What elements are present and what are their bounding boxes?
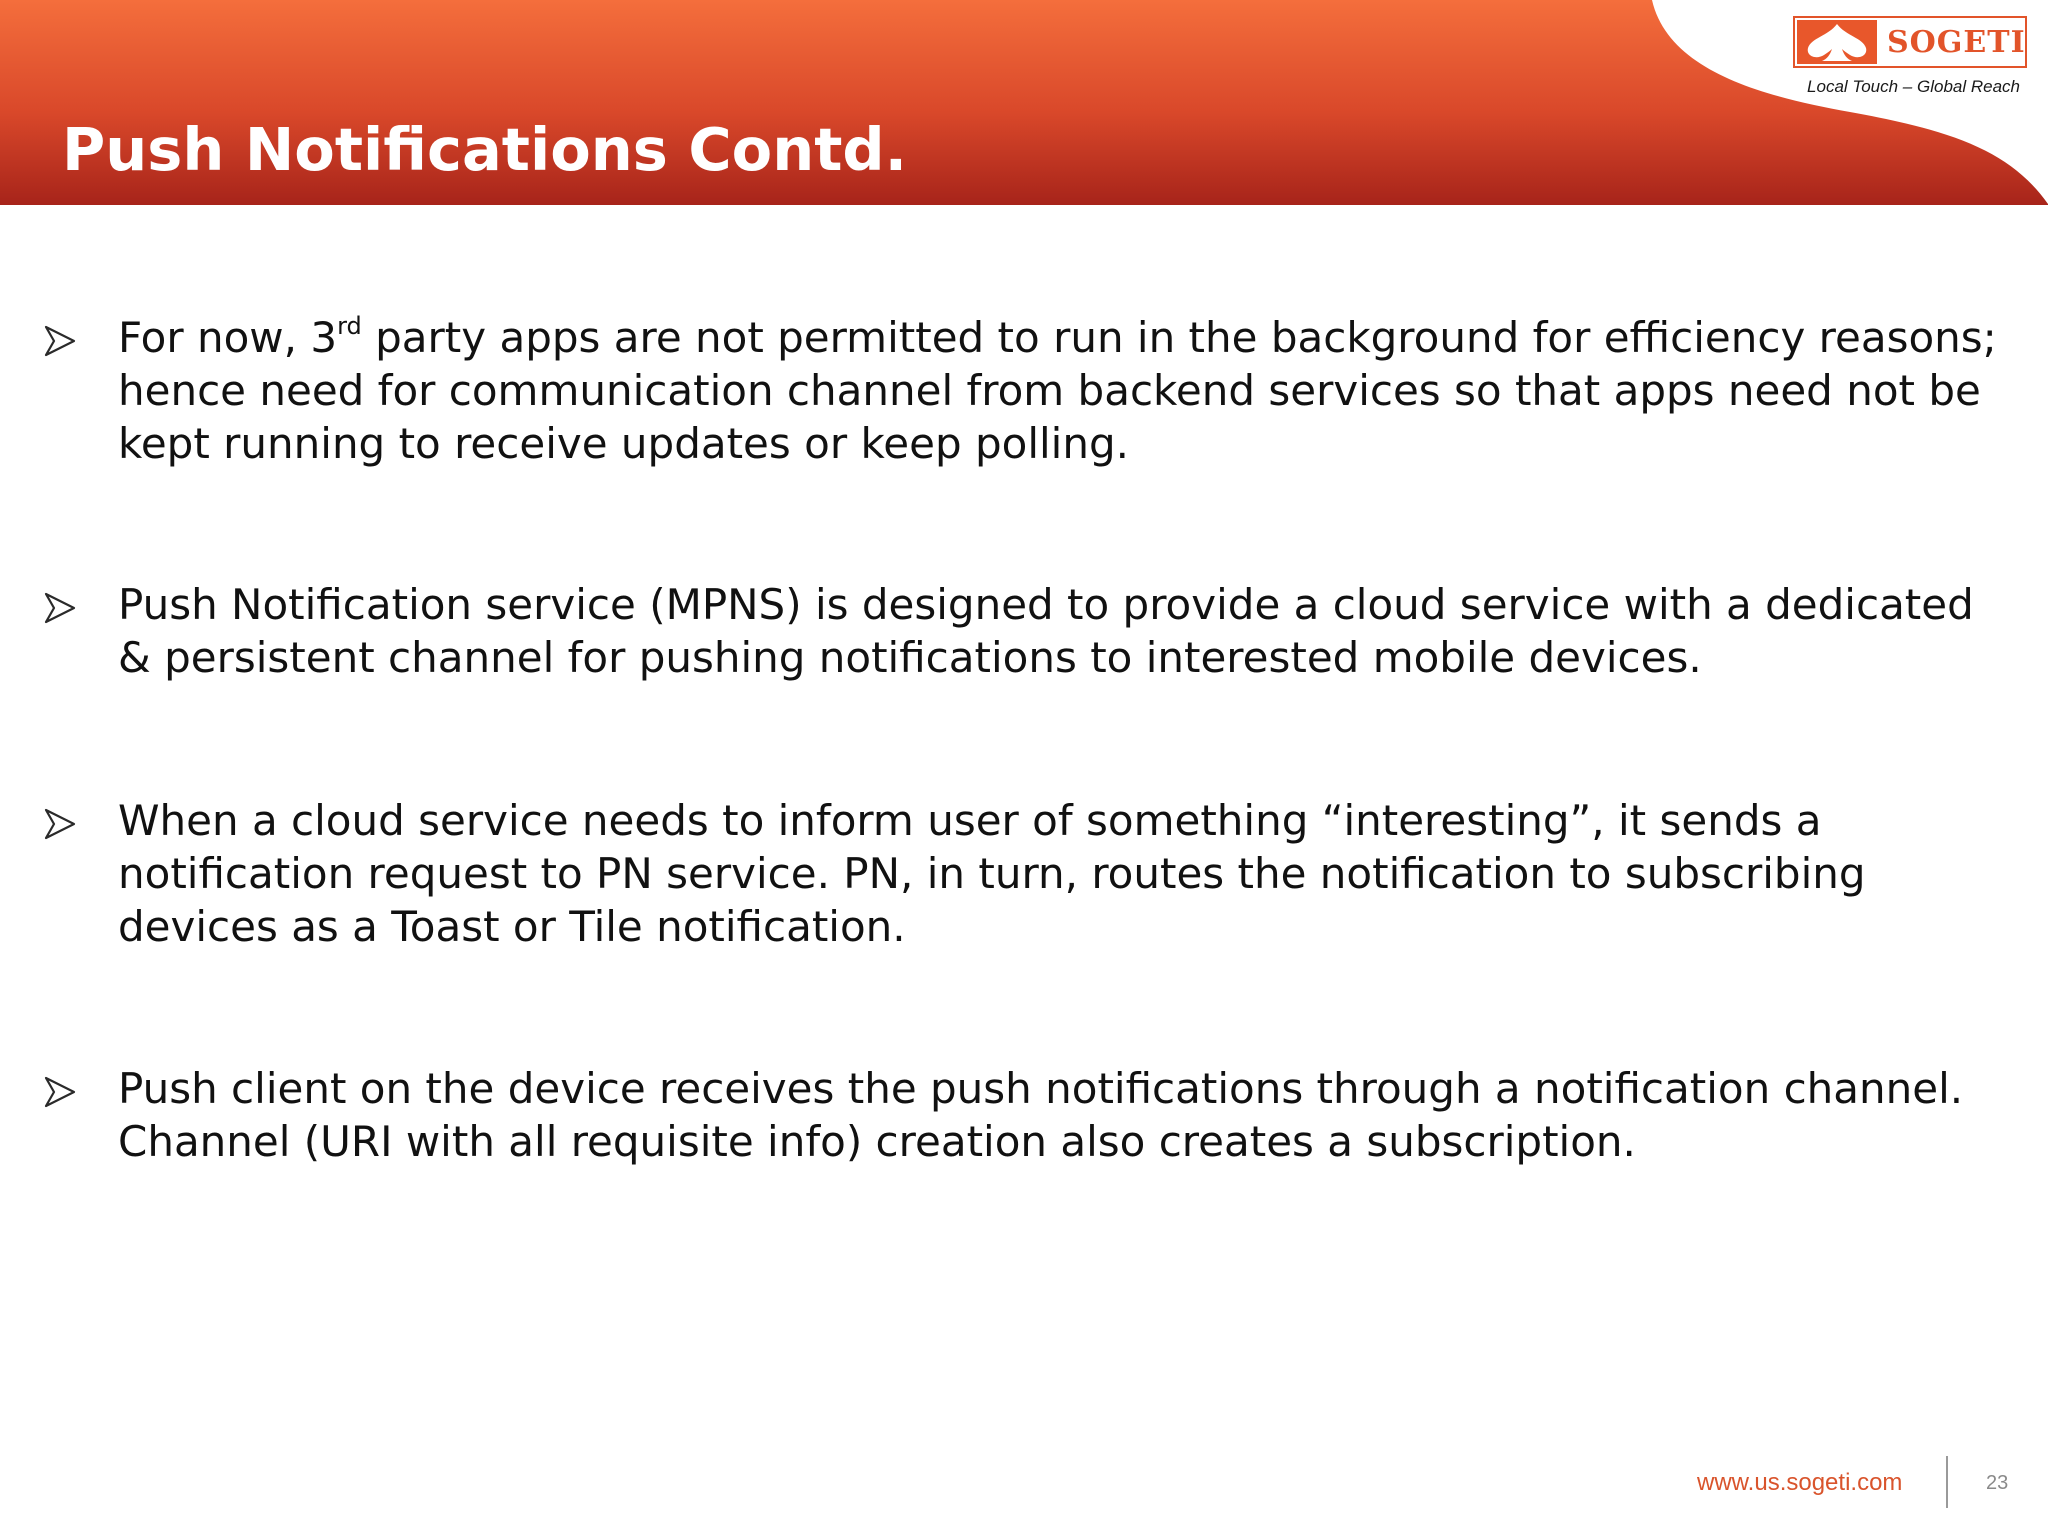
sogeti-logo <box>1793 16 2027 68</box>
footer-divider <box>1946 1456 1948 1508</box>
logo-tagline: Local Touch – Global Reach <box>1807 77 2020 96</box>
arrowhead-bullet-icon <box>40 321 80 361</box>
slide-title: Push Notifications Contd. <box>62 115 908 184</box>
spade-logo-icon <box>1797 20 1877 64</box>
footer-url-link[interactable]: www.us.sogeti.com <box>1697 1469 1903 1496</box>
bullet-text: Push Notification service (MPNS) is designed to provide a cloud service with a dedicated & persistent channel for pushing notifications to interested mobile devices. <box>118 580 1974 682</box>
arrowhead-bullet-icon <box>40 1072 80 1112</box>
logo-text: SOGETI <box>1887 25 2026 60</box>
bullet-text: When a cloud service needs to inform user of something “interesting”, it sends a notification request to PN service. PN, in turn, routes the notification to subscribing devices as a Toast or Tile notification. <box>118 796 1866 951</box>
bullet-text: Push client on the device receives the push notifications through a notification channel. Channel (URI with all requisite info) creation also creates a subscription. <box>118 1064 1964 1166</box>
arrowhead-bullet-icon <box>40 588 80 628</box>
bullet-text-rest: party apps are not permitted to run in the background for efficiency reasons; hence need for communication channel from backend services so that apps need not be kept running to receive updates or keep polling. <box>118 313 1997 468</box>
bullet-text-lead: For now, 3 <box>118 313 338 362</box>
arrowhead-bullet-icon <box>40 804 80 844</box>
bullet-text <box>118 311 2018 470</box>
page-number: 23 <box>1986 1472 2009 1494</box>
ordinal-suffix: rd <box>337 312 362 340</box>
